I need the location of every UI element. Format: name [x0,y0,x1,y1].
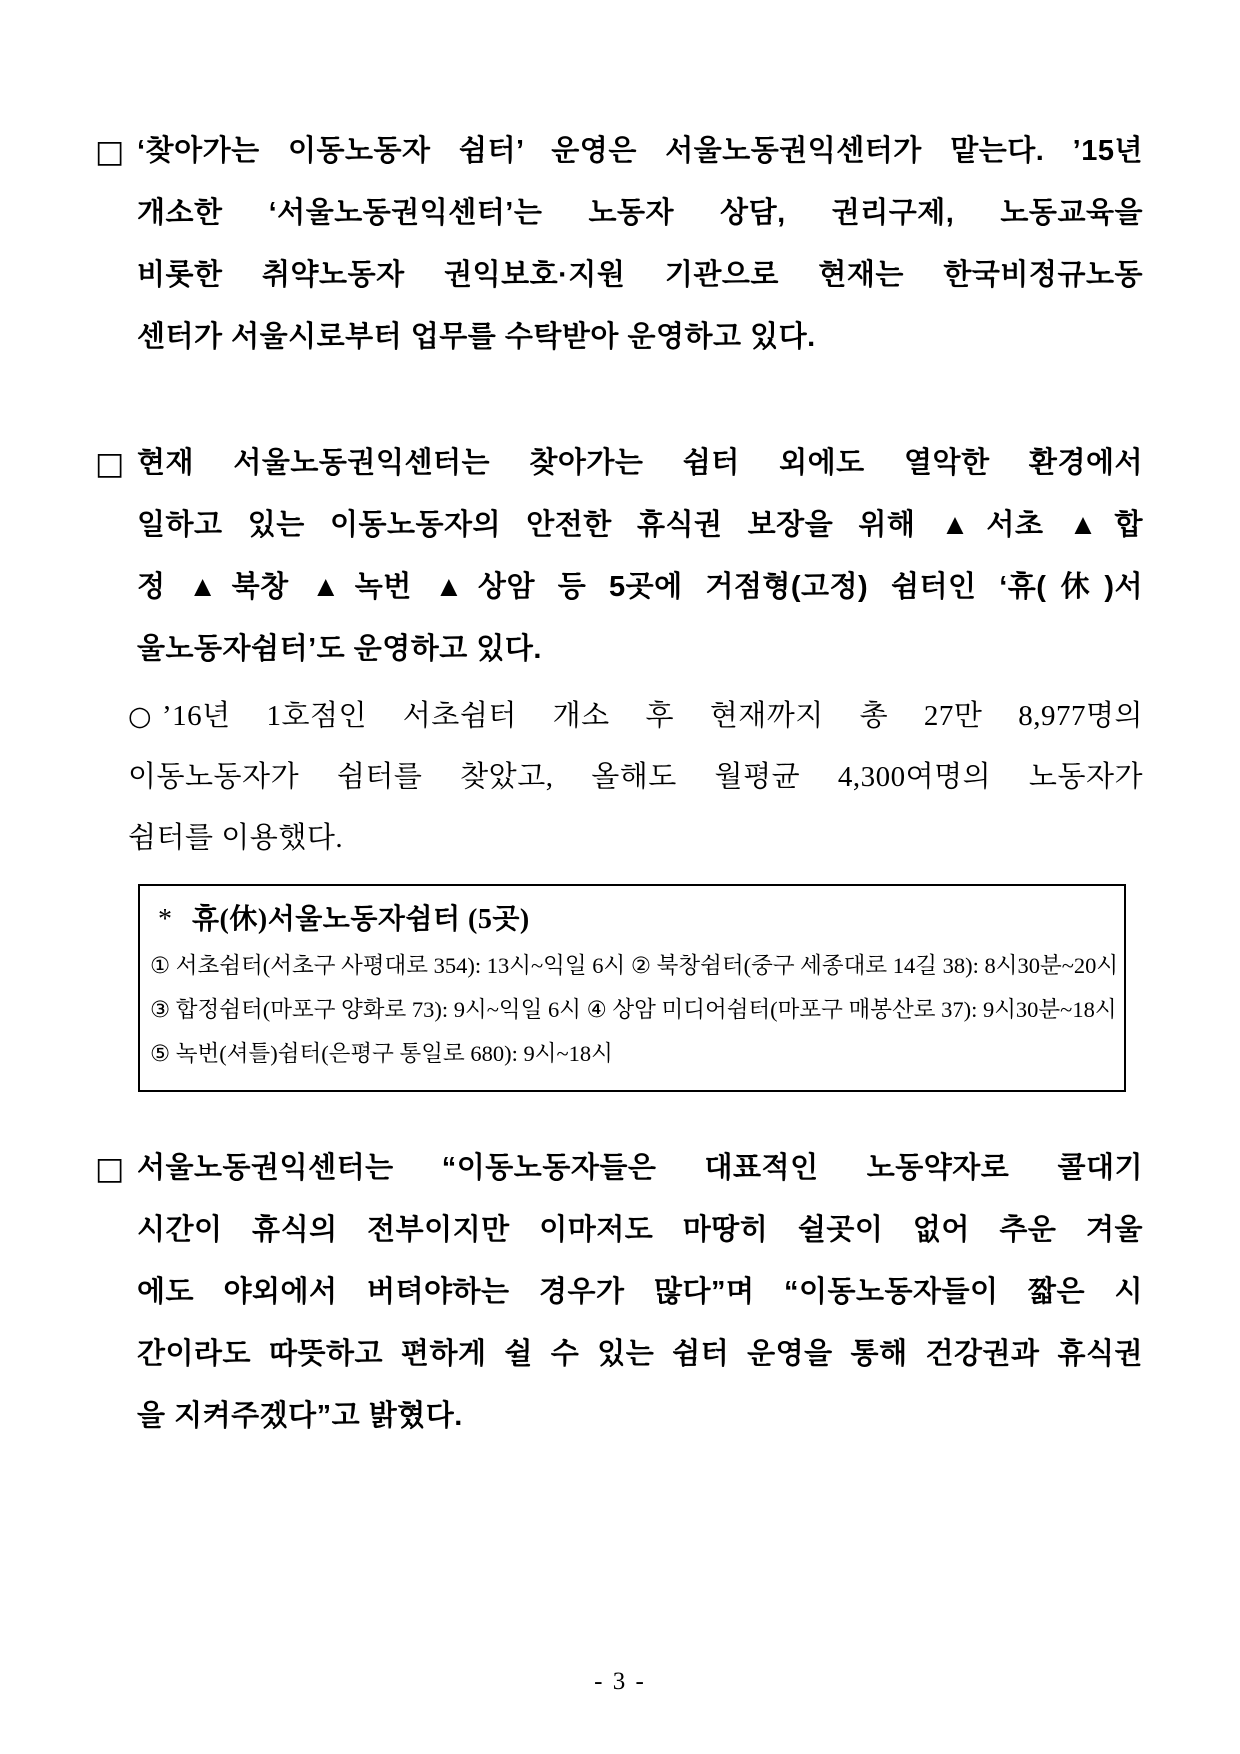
paragraph-line: 개소한 ‘서울노동권익센터’는 노동자 상담, 권리구제, 노동교육을 [137,197,1143,229]
bullet-circle-icon: ○ [128,701,153,732]
info-box-line: ⑤ 녹번(셔틀)쉼터(은평구 통일로 680): 9시~18시 [150,1041,613,1066]
bullet-square-icon: □ [95,446,125,482]
paragraph-line: 에도 야외에서 버텨야하는 경우가 많다”며 “이동노동자들이 짧은 시 [137,1276,1143,1308]
paragraph-line: 일하고 있는 이동노동자의 안전한 휴식권 보장을 위해 ▲서초 ▲합 [137,509,1143,541]
bullet-square-icon: □ [95,134,125,170]
info-box-line: ③ 합정쉼터(마포구 양화로 73): 9시~익일 6시 ④ 상암 미디어쉼터(마포구 매봉산로 37): 9시30분~18시 [150,997,1117,1022]
info-box-title [150,896,1110,944]
paragraph-line: 비롯한 취약노동자 권익보호·지원 기관으로 현재는 한국비정규노동 [137,259,1143,291]
info-box-line: ① 서초쉼터(서초구 사평대로 354): 13시~익일 6시 ② 북창쉼터(중구 세종대로 14길 38): 8시30분~20시 [150,953,1119,978]
bullet-square-icon: □ [95,1151,125,1187]
paragraph-line: ‘찾아가는 이동노동자 쉼터’ 운영은 서울노동권익센터가 맡는다. ’15년 [137,135,1143,167]
document-body [95,120,1143,1447]
info-box-title-text: 휴(休)서울노동자쉼터 (5곳) [192,904,530,935]
paragraph-shelter-operator [95,120,1143,368]
paragraph-line: 간이라도 따뜻하고 편하게 쉴 수 있는 쉼터 운영을 통해 건강권과 휴식권 [137,1338,1143,1370]
paragraph-line: 시간이 휴식의 전부이지만 이마저도 마땅히 쉴곳이 없어 추운 겨울 [137,1214,1143,1246]
paragraph-line-text: ’16년 1호점인 서초쉼터 개소 후 현재까지 총 27만 8,977명의 [162,700,1143,732]
paragraph-line: 정 ▲북창 ▲녹번 ▲상암 등 5곳에 거점형(고정) 쉼터인 ‘휴(休)서 [137,571,1143,603]
paragraph-line [128,686,1143,747]
paragraph-line: 쉼터를 이용했다. [128,822,344,854]
shelter-info-box [138,884,1126,1092]
page-number: - 3 - [594,1668,646,1695]
paragraph-line: 이동노동자가 쉼터를 찾았고, 올해도 월평균 4,300여명의 노동자가 [128,761,1143,793]
paragraph-usage-statistics [95,686,1143,869]
paragraph-line: 서울노동권익센터는 “이동노동자들은 대표적인 노동약자로 콜대기 [137,1152,1143,1184]
paragraph-line: 센터가 서울시로부터 업무를 수탁받아 운영하고 있다. [137,321,816,353]
paragraph-fixed-shelters [95,432,1143,680]
asterisk-marker-icon: * [158,904,173,935]
paragraph-line: 현재 서울노동권익센터는 찾아가는 쉼터 외에도 열악한 환경에서 [137,447,1143,479]
paragraph-line: 울노동자쉼터’도 운영하고 있다. [137,633,542,665]
paragraph-center-statement [95,1137,1143,1447]
paragraph-line: 을 지켜주겠다”고 밝혔다. [137,1400,463,1432]
